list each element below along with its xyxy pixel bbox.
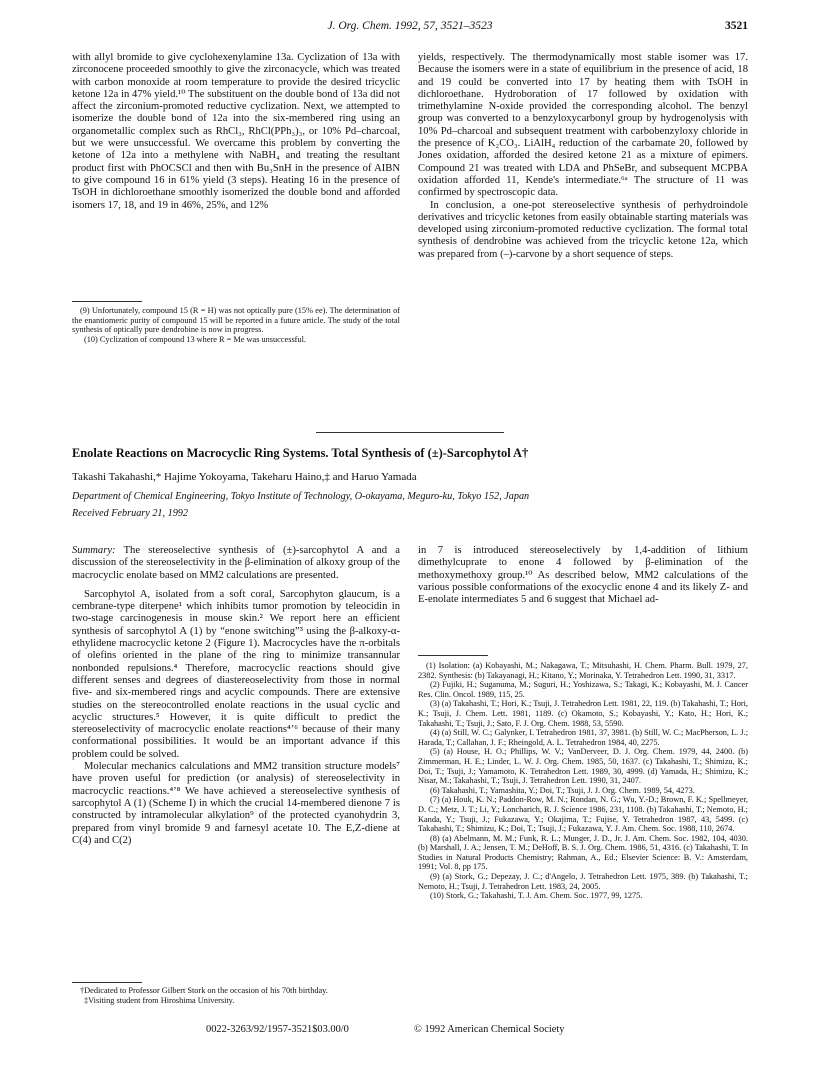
reference-1: (1) Isolation: (a) Kobayashi, M.; Nakagawa, T.; Mitsuhashi, H. Chem. Pharm. Bull. 1979, 27, 2382. Synthesis: (b) Takayanagi, H.; Kitano, Y.; Morinaka, Y. Tetrahedron Lett. 1990, 31, 3317. [418,661,748,680]
previous-article-left-column [72,52,400,212]
issn-code: 0022-3263/92/1957-3521$03.00/0 [206,1024,349,1035]
body-paragraph-3: in 7 is introduced stereoselectively by 1,4-addition of lithium dimethylcuprate to enone 4 followed by β-elimination of the methoxymethoxy group.¹⁰ As described below, MM2 calculations of the various possible conformations of the exocyclic enone 4 and its likely Z- and E-enolate intermediates 5 and 6 suggest that Michael ad- [418,545,748,606]
article-left-column [72,545,400,847]
previous-article-paragraph: with allyl bromide to give cyclohexenylamine 13a. Cyclization of 13a with zirconocene proceeded smoothly to give the zirconacycle, which was treated with carbon monoxide at room temperature to provide the desired tricyclic ketone 12a in 47% yield.¹⁰ The substituent on the double bond of 13a did not affect the zirconium-promoted reductive cyclization. Next, we attempted to isomerize the double bond of 12a into the six-membered ring using an organometallic complex such as RhCl₃, RhCl(PPh₃)₃, or 10% Pd–charcoal, but we were unsuccessful. We overcame this problem by converting the ketone of 12a into a methylene with NaBH₄ and treating the resultant product first with PhOCSCl and then with Bu₃SnH in the presence of AIBN to give compound 16 in 61% yield (3 steps). Heating 16 in the presence of TsOH in dichloroethane smoothly isomerized the double bond and afforded isomers 17, 18, and 19 in 46%, 25%, and 12% [72,52,400,211]
reference-2: (2) Fujiki, H.; Suganuma, M.; Suguri, H.; Yoshizawa, S.; Takagi, K.; Kobayashi, M. J. Cancer Res. Clin. Oncol. 1989, 115, 25. [418,680,748,699]
summary-text: The stereoselective synthesis of (±)-sarcophytol A and a discussion of the stereoselectivity in the β-elimination of alkoxy group of the macrocyclic enolate based on MM2 calculations are presented. [72,545,400,581]
article-separator [316,432,504,433]
previous-article-footnotes [72,306,400,344]
references-separator [418,655,488,656]
reference-6: (6) Takahashi, T.; Yamashita, Y.; Doi, T.; Tsuji, J. J. Org. Chem. 1989, 54, 4273. [430,785,695,795]
copyright-notice: © 1992 American Chemical Society [414,1024,565,1035]
footnote-10: (10) Cyclization of compound 13 where R = Me was unsuccessful. [84,334,306,344]
references-list [418,661,748,901]
reference-4: (4) (a) Still, W. C.; Galynker, I. Tetrahedron 1981, 37, 3981. (b) Still, W. C.; MacPherson, L. J.; Harada, T.; Callahan, J. F.; Rheingold, A. L. Tetrahedron 1984, 40, 2275. [418,728,748,747]
body-paragraph-2: Molecular mechanics calculations and MM2 transition structure models⁷ have proven useful for prediction (or analysis) of stereoselectivity in macrocyclic reactions.⁴ʼ⁸ We have achieved a stereoselective synthesis of sarcophytol A (1) (Scheme I) in which the crucial 14-membered dienone 7 is constructed by intramolecular alkylation⁹ of the protected cyanohydrin 3, prepared from vinyl bromide 9 and farnesyl acetate 10. The E,Z-diene at C(4) and C(2) [72,761,400,846]
previous-article-right-column [418,52,748,261]
body-paragraph-1: Sarcophytol A, isolated from a soft coral, Sarcophyton glaucum, is a cembrane-type diterpene¹ which inhibits tumor promotion by teleocidin in two-stage carcinogenesis in mouse skin.² We report here an efficient synthesis of sarcophytol A (1) by “enone switching”³ using the β-alkoxy-α-ethylidene macrocyclic ketone 2 (Figure 1). Macrocycles have the π-orbitals of olefins oriented in the plane of the ring to minimize transannular nonbonded repulsions.⁴ Therefore, macrocyclic reactions should give different senses and degrees of diastereoselectivity from those in normal five- and six-membered rings and acyclic compounds. There are extensive studies on the stereocontrolled enolate reactions in the usual cyclic and acyclic structures.⁵ However, it is quite difficult to predict the stereoselectivity of macrocyclic enolate reactions⁴ʼ⁶ because of their many conformational possibilities. It would be an important advance if this problem could be solved. [72,588,400,760]
summary-paragraph [72,545,400,582]
footnote-separator [72,301,142,302]
visiting-student-footnote: ‡Visiting student from Hiroshima University. [84,995,235,1005]
article-title: Enolate Reactions on Macrocyclic Ring Systems. Total Synthesis of (±)-Sarcophytol A† [72,446,529,460]
dedication-footnotes [72,986,400,1005]
article-right-column [418,545,748,606]
previous-article-results-paragraph: yields, respectively. The thermodynamically most stable isomer was 17. Because the isomers were in a state of equilibrium in the presence of acid, 18 and 19 could be converted into 17 by heating them with TsOH in dichloroethane. Hydroboration of 17 followed by oxidation with trimethylamine N-oxide provided the corresponding alcohol. The benzyl group was converted to a benzyloxycarbonyl group by hydrogenolysis with 10% Pd–charcoal and subsequent treatment with carbobenzyloxy chloride in the presence of K₂CO₃. LiAlH₄ reduction of the carbamate 20, followed by Jones oxidation, afforded the desired ketone 21 as a mixture of epimers. Compound 21 was treated with LDA and PhSeBr, and subsequent MCPBA oxidation afforded 11, Kende's intermediate.⁶ᵃ The structure of 11 was confirmed by spectroscopic data. [418,52,748,199]
article-authors: Takashi Takahashi,* Hajime Yokoyama, Takeharu Haino,‡ and Haruo Yamada [72,471,417,483]
reference-8: (8) (a) Abelmann, M. M.; Funk, R. L.; Munger, J. D., Jr. J. Am. Chem. Soc. 1982, 104, 4030. (b) Marshall, J. A.; Jensen, T. M.; DeHoff, B. S. J. Org. Chem. 1986, 51, 4316. (c) Takahashi, T. In Studies in Natural Products Chemistry; Rahman, A., Ed.; Elsevier Science: B. V.: Amsterdam, 1991; Vol. 8, pp 175. [418,833,748,872]
summary-label: Summary: [72,545,116,556]
dedication-separator [72,982,142,983]
received-date: Received February 21, 1992 [72,508,188,519]
reference-5: (5) (a) House, H. O.; Phillips, W. V.; VanDerveer, D. J. Org. Chem. 1979, 44, 2400. (b) Zimmerman, H. E.; Linder, L. W. J. Org. Chem. 1985, 50, 1637. (c) Takahashi, T.; Shimizu, K.; Doi, T.; Tsuji, J.; Yamamoto, K. Tetrahedron Lett. 1989, 30, 4999. (d) Yamada, H.; Shimizu, K.; Nisar, M.; Takahashi, T.; Tsuji, J. Tetrahedron Lett. 1990, 31, 2407. [418,747,748,786]
journal-citation: J. Org. Chem. 1992, 57, 3521–3523 [327,20,493,32]
reference-10: (10) Stork, G.; Takahashi, T. J. Am. Chem. Soc. 1977, 99, 1275. [430,891,643,901]
reference-7: (7) (a) Houk, K. N.; Paddon-Row, M. N.; Rondan, N. G.; Wu, Y.-D.; Brown, F. K.; Spellmeyer, D. C.; Metz, J. T.; Li, Y.; Loncharich, R. J. Science 1986, 231, 1108. (b) Takahashi, T.; Nemoto, H.; Kanda, Y.; Tsuji, J.; Fukazawa, Y.; Okajima, T.; Fujise, Y. Tetrahedron 1987, 43, 5499. (c) Takahashi, T.; Shimizu, K.; Doi, T.; Tsuji, J.; Fukazawa, Y. J. Am. Chem. Soc. 1988, 110, 2674. [418,795,748,834]
reference-9: (9) (a) Stork, G.; Depezay, J. C.; d'Angelo, J. Tetrahedron Lett. 1975, 389. (b) Takahashi, T.; Nemoto, H.; Tsuji, J. Tetrahedron Lett. 1983, 24, 2005. [418,872,748,891]
page-number: 3521 [725,20,748,32]
footnote-9: (9) Unfortunately, compound 15 (R = H) was not optically pure (15% ee). The determination of the enantiomeric purity of compound 15 will be reported in a future article. The study of the total synthesis of optically pure dendrobine is now in progress. [72,306,400,335]
article-affiliation: Department of Chemical Engineering, Tokyo Institute of Technology, O-okayama, Meguro-ku, Tokyo 152, Japan [72,491,530,502]
dedication-footnote: †Dedicated to Professor Gilbert Stork on the occasion of his 70th birthday. [80,986,328,995]
running-header [72,20,748,36]
reference-3: (3) (a) Takahashi, T.; Hori, K.; Tsuji, J. Tetrahedron Lett. 1981, 22, 119. (b) Takahashi, T.; Hori, K.; Tsuji, J. Chem. Lett. 1981, 1189. (c) Okamoto, S.; Kobayashi, Y.; Kato, H.; Hori, K.; Takahashi, T.; Tsuji, J.; Sato, F. J. Org. Chem. 1988, 53, 5590. [418,699,748,728]
previous-article-conclusion-paragraph: In conclusion, a one-pot stereoselective synthesis of perhydroindole derivatives and tricyclic ketones from easily obtainable starting materials was developed using zirconium-promoted reductive cyclization. The formal total synthesis of dendrobine was achieved from the tricyclic ketone 12a, which was prepared from (–)-carvone by a short sequence of steps. [418,199,748,260]
